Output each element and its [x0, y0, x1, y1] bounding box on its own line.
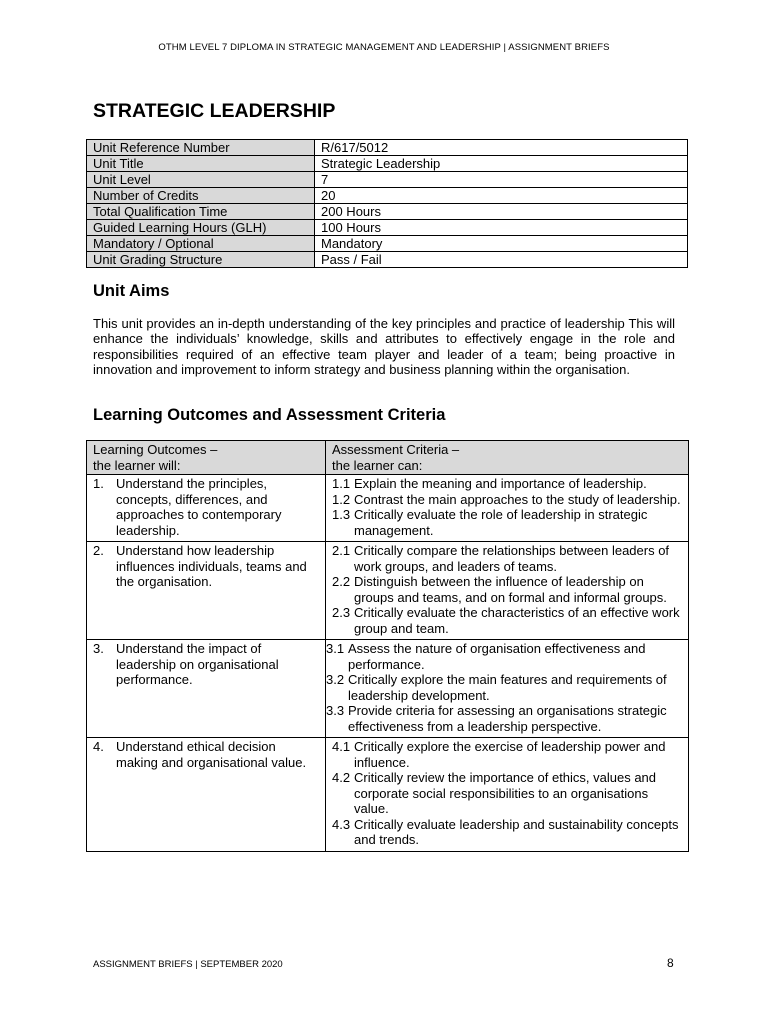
info-value: 7: [315, 172, 688, 188]
criteria-cell: [326, 542, 689, 640]
outcome-cell: [87, 738, 326, 852]
header-line: Assessment Criteria –: [332, 442, 460, 457]
table-row: [87, 640, 689, 738]
table-row: [87, 475, 689, 542]
criteria-column-header: [326, 441, 689, 475]
info-value: Pass / Fail: [315, 252, 688, 268]
info-label: Guided Learning Hours (GLH): [87, 220, 315, 236]
info-label: Unit Title: [87, 156, 315, 172]
page-number: 8: [667, 956, 674, 970]
info-value: 100 Hours: [315, 220, 688, 236]
info-label: Unit Level: [87, 172, 315, 188]
criterion-text: Critically evaluate the characteristics of an effective work group and team.: [354, 605, 680, 636]
criterion-text: Critically evaluate leadership and sustainability concepts and trends.: [354, 816, 679, 847]
table-row: [87, 236, 688, 252]
table-row: [87, 188, 688, 204]
outcome-text: Understand the principles, concepts, differences, and approaches to contemporary leadership.: [116, 476, 282, 538]
info-value: Mandatory: [315, 236, 688, 252]
unit-info-table: [86, 139, 688, 268]
table-row: [87, 252, 688, 268]
criterion-number: 1.2: [332, 491, 351, 507]
criteria-cell: [326, 640, 689, 738]
info-value: 200 Hours: [315, 204, 688, 220]
outcome-cell: [87, 475, 326, 542]
criterion-text: Contrast the main approaches to the study of leadership.: [354, 491, 681, 507]
criterion-text: Critically compare the relationships between leaders of work groups, and leaders of teams.: [354, 543, 670, 574]
criterion-text: Provide criteria for assessing an organisations strategic effectiveness from a leadership perspective.: [348, 703, 667, 734]
outcome-text: Understand the impact of leadership on organisational performance.: [116, 641, 279, 687]
unit-aims-heading: Unit Aims: [93, 282, 170, 300]
outcome-number: 3.: [93, 641, 104, 656]
criterion-text: Explain the meaning and importance of leadership.: [354, 476, 647, 491]
info-label: Unit Grading Structure: [87, 252, 315, 268]
info-label: Total Qualification Time: [87, 204, 315, 220]
table-row: [87, 140, 688, 156]
criterion-number: 3.3: [326, 703, 345, 718]
outcome-number: 4.: [93, 739, 104, 754]
criterion-number: 1.1: [332, 476, 351, 491]
info-label: Unit Reference Number: [87, 140, 315, 156]
outcomes-column-header: [87, 441, 326, 475]
page-header: OTHM LEVEL 7 DIPLOMA IN STRATEGIC MANAGEMENT AND LEADERSHIP | ASSIGNMENT BRIEFS: [158, 42, 610, 53]
criterion-number: 2.3: [332, 605, 351, 620]
outcome-number: 2.: [93, 543, 104, 558]
table-row: [87, 542, 689, 640]
criterion-number: 1.3: [332, 507, 351, 522]
info-label: Number of Credits: [87, 188, 315, 204]
criterion-number: 4.1: [332, 739, 351, 754]
footer-text: ASSIGNMENT BRIEFS | SEPTEMBER 2020: [93, 959, 283, 970]
unit-aims-text: This unit provides an in-depth understanding of the key principles and practice of leadership This will enhance the individuals’ knowledge, skills and attributes to effectively engage in the role and responsibilities required of an effective team player and leader of a team; being proactive in innovation and improvement to inform strategy and business planning within the organisation.: [93, 316, 675, 378]
criterion-number: 4.2: [332, 770, 351, 785]
criterion-number: 3.2: [326, 672, 345, 687]
learning-outcomes-heading: Learning Outcomes and Assessment Criteria: [93, 406, 446, 424]
criteria-cell: [326, 475, 689, 542]
criterion-text: Critically explore the exercise of leadership power and influence.: [354, 739, 666, 770]
outcome-number: 1.: [93, 476, 104, 491]
table-row: [87, 204, 688, 220]
header-line: the learner will:: [93, 457, 181, 473]
criterion-number: 2.1: [332, 543, 351, 558]
header-line: the learner can:: [332, 457, 423, 473]
table-header-row: [87, 441, 689, 475]
outcome-text: Understand ethical decision making and organisational value.: [116, 739, 307, 770]
outcome-cell: [87, 542, 326, 640]
info-value: Strategic Leadership: [315, 156, 688, 172]
outcome-cell: [87, 640, 326, 738]
criterion-text: Critically review the importance of ethics, values and corporate social responsibilities to an organisations value.: [354, 770, 657, 816]
learning-outcomes-table: [86, 440, 689, 852]
criterion-number: 2.2: [332, 574, 351, 589]
criterion-number: 4.3: [332, 816, 351, 832]
criterion-number: 3.1: [326, 641, 345, 656]
criterion-text: Distinguish between the influence of leadership on groups and teams, and on formal and informal groups.: [354, 574, 667, 605]
criterion-text: Critically explore the main features and requirements of leadership development.: [348, 672, 667, 703]
table-row: [87, 156, 688, 172]
page-title: STRATEGIC LEADERSHIP: [93, 100, 336, 122]
table-row: [87, 738, 689, 852]
info-value: 20: [315, 188, 688, 204]
info-value: R/617/5012: [315, 140, 688, 156]
table-row: [87, 220, 688, 236]
table-row: [87, 172, 688, 188]
info-label: Mandatory / Optional: [87, 236, 315, 252]
criterion-text: Critically evaluate the role of leadership in strategic management.: [354, 507, 648, 538]
header-line: Learning Outcomes –: [93, 442, 218, 457]
criteria-cell: [326, 738, 689, 852]
criterion-text: Assess the nature of organisation effectiveness and performance.: [348, 641, 646, 672]
outcome-text: Understand how leadership influences individuals, teams and the organisation.: [116, 543, 307, 589]
